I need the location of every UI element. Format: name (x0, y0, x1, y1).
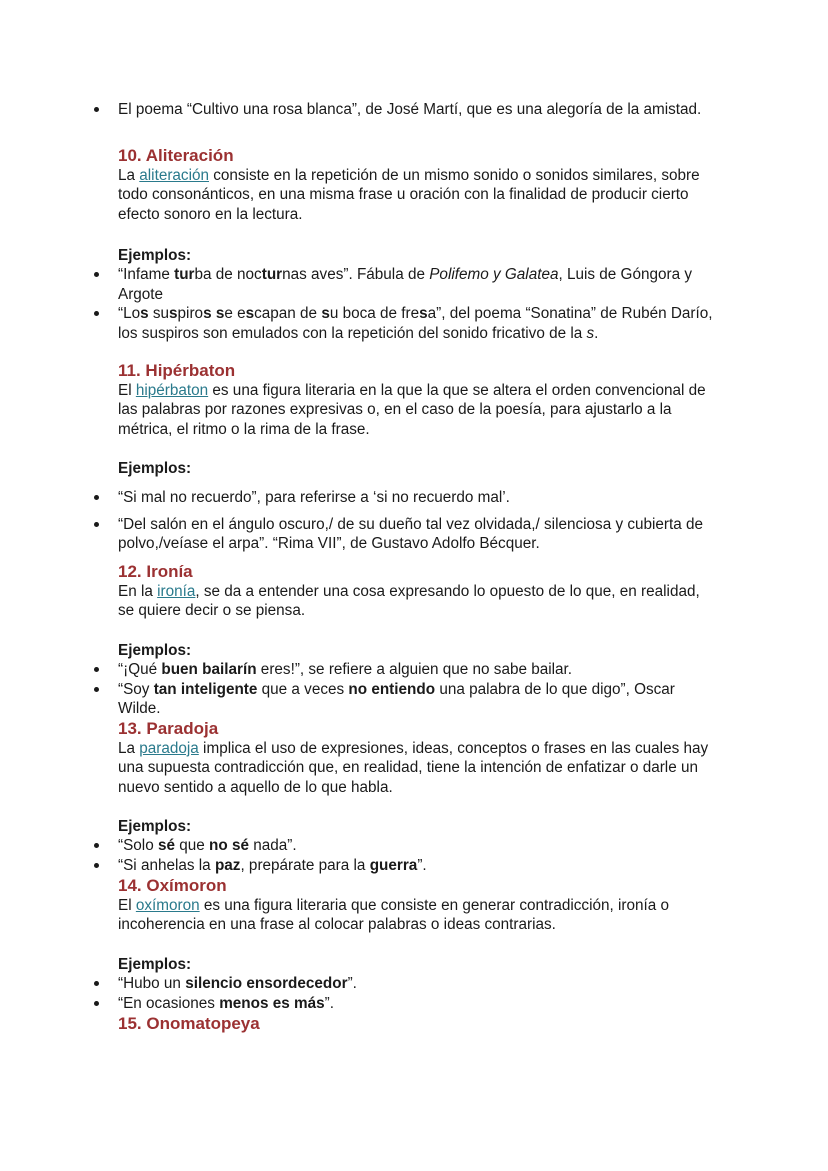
section-14-examples (118, 955, 718, 1013)
section-13-examples (118, 817, 718, 875)
section-definition: El hipérbaton es una figura literaria en la que la que se altera el orden convencional de las palabras por razones expresivas o, en el caso de la poesía, para ajustarlo a la métrica, el ritmo o la rima de la frase. (118, 382, 706, 438)
term-link[interactable]: oxímoron (135, 897, 200, 914)
section-10 (118, 146, 718, 224)
list-item: “Hubo un silencio ensordecedor”. (118, 974, 718, 993)
term-link[interactable]: ironía (157, 583, 196, 600)
examples-label: Ejemplos: (118, 956, 192, 973)
section-13 (118, 719, 718, 797)
section-definition: La aliteración consiste en la repetición de un mismo sonido o sonidos similares, sobre todo consonánticos, en una misma frase u oración con la finalidad de producir cierto efecto sonoro en la lectura. (118, 167, 700, 223)
list-item: “Si anhelas la paz, prepárate para la guerra”. (118, 856, 718, 875)
term-link[interactable]: aliteración (139, 167, 209, 184)
examples-label: Ejemplos: (118, 247, 192, 264)
examples-label: Ejemplos: (118, 642, 192, 659)
list-item: “Soy tan inteligente que a veces no entiendo una palabra de lo que digo”, Oscar Wilde. (118, 680, 718, 719)
section-title: 15. Onomatopeya (118, 1014, 260, 1033)
section-definition: La paradoja implica el uso de expresiones, ideas, conceptos o frases en las cuales hay una supuesta contradicción que, en realidad, tiene la intención de enfatizar o darle un nuevo sentido a aquello de lo que habla. (118, 740, 709, 796)
section-12 (118, 562, 718, 621)
list-item: “En ocasiones menos es más”. (118, 994, 718, 1013)
section-title: 10. Aliteración (118, 146, 234, 165)
examples-label: Ejemplos: (118, 818, 192, 835)
list-item: “Si mal no recuerdo”, para referirse a ‘si no recuerdo mal’. (118, 488, 718, 507)
section-definition: En la ironía, se da a entender una cosa expresando lo opuesto de lo que, en realidad, se quiere decir o se piensa. (118, 583, 700, 620)
section-15 (118, 1014, 718, 1034)
section-11 (118, 361, 718, 439)
term-link[interactable]: hipérbaton (135, 382, 209, 399)
section-title: 13. Paradoja (118, 719, 219, 738)
list-item: “Los suspiros se escapan de su boca de fresa”, del poema “Sonatina” de Rubén Darío, los suspiros son emulados con la repetición del sonido fricativo de la s. (118, 304, 718, 343)
term-link[interactable]: paradoja (139, 740, 199, 757)
section-title: 14. Oxímoron (118, 876, 227, 895)
list-item: “¡Qué buen bailarín eres!”, se refiere a alguien que no sabe bailar. (118, 660, 718, 679)
section-14 (118, 876, 718, 935)
section-10-examples (118, 246, 718, 343)
section-11-list-2 (118, 515, 718, 554)
list-item: “Solo sé que no sé nada”. (118, 836, 718, 855)
intro-list (118, 100, 718, 119)
list-item: “Infame turba de nocturnas aves”. Fábula de Polifemo y Galatea, Luis de Góngora y Argote (118, 265, 718, 304)
examples-label: Ejemplos: (118, 460, 192, 477)
list-item: El poema “Cultivo una rosa blanca”, de José Martí, que es una alegoría de la amistad. (118, 100, 718, 119)
section-title: 11. Hipérbaton (118, 361, 236, 380)
section-12-examples (118, 641, 718, 719)
section-11-examples (118, 459, 718, 478)
section-title: 12. Ironía (118, 562, 193, 581)
list-item: “Del salón en el ángulo oscuro,/ de su dueño tal vez olvidada,/ silenciosa y cubierta de polvo,/veíase el arpa”. “Rima VII”, de Gustavo Adolfo Bécquer. (118, 515, 718, 554)
section-11-list (118, 488, 718, 507)
section-definition: El oxímoron es una figura literaria que consiste en generar contradicción, ironía o incoherencia en una frase al colocar palabras o ideas contrarias. (118, 897, 670, 934)
